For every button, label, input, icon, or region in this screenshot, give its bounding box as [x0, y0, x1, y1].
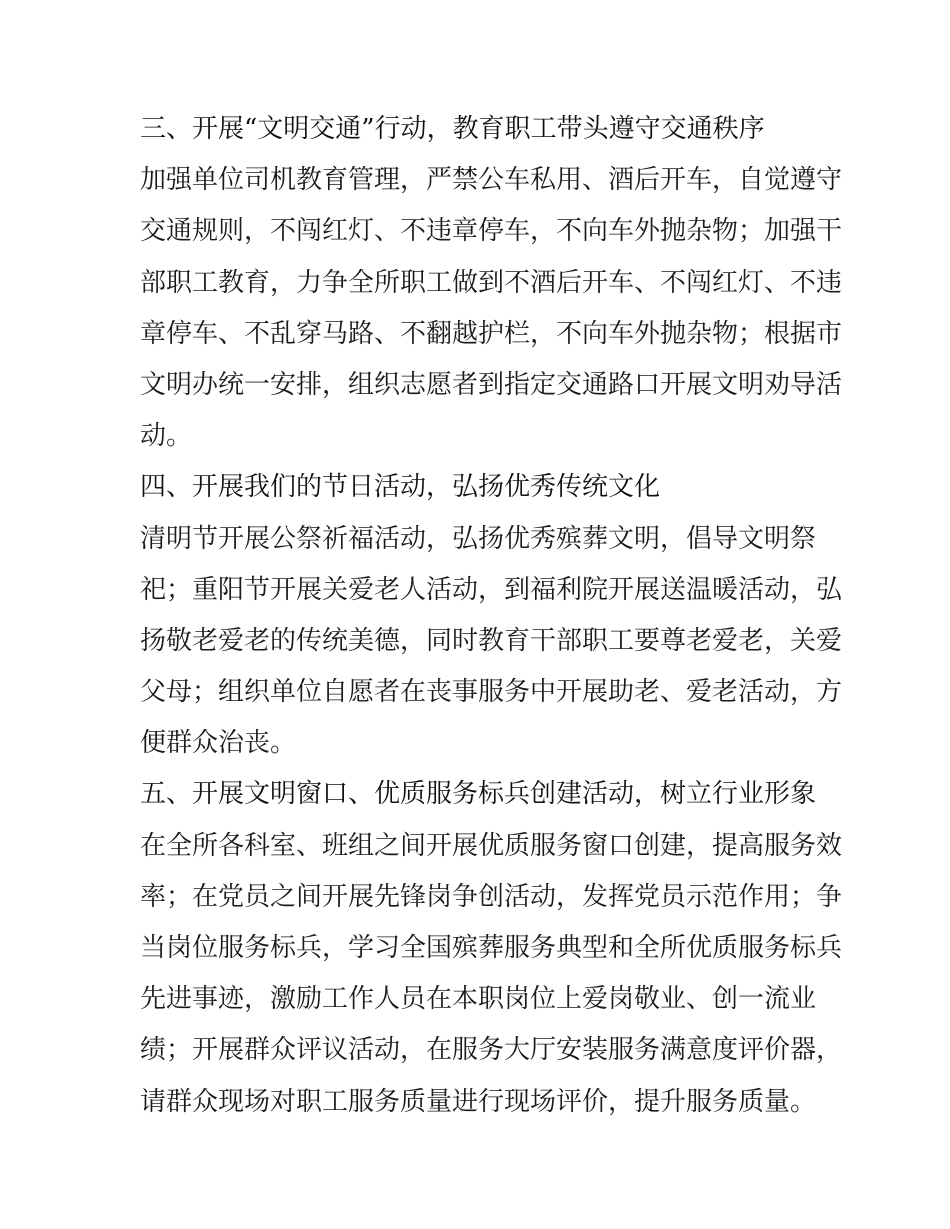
section-paragraph	[140, 514, 843, 770]
paragraph-line: 在全所各科室、班组之间开展优质服务窗口创建，提高服务效	[140, 830, 843, 861]
section-heading	[140, 104, 812, 155]
paragraph-line: 请群众现场对职工服务质量进行现场评价，提升服务质量。	[140, 1086, 817, 1117]
section-heading	[140, 769, 817, 820]
paragraph-line: 当岗位服务标兵，学习全国殡葬服务典型和全所优质服务标兵	[140, 933, 843, 963]
section-service-window	[140, 769, 843, 1127]
paragraph-line: 便群众治丧。	[140, 728, 297, 759]
heading-text: 四、开展我们的节日活动，弘扬优秀传统文化	[140, 472, 661, 503]
heading-text: 三、开展“文明交通”行动，教育职工带头遵守交通秩序	[140, 114, 765, 144]
paragraph-line: 部职工教育，力争全所职工做到不酒后开车、不闯红灯、不违	[140, 267, 843, 298]
paragraph-line: 率；在党员之间开展先锋岗争创活动，发挥党员示范作用；争	[140, 881, 843, 912]
paragraph-line: 父母；组织单位自愿者在丧事服务中开展助老、爱老活动，方	[140, 677, 843, 708]
heading-text: 五、开展文明窗口、优质服务标兵创建活动，树立行业形象	[140, 779, 817, 810]
paragraph-line: 加强单位司机教育管理，严禁公车私用、酒后开车，自觉遵守	[140, 165, 843, 196]
paragraph-line: 绩；开展群众评议活动，在服务大厅安装服务满意度评价器，	[140, 1035, 843, 1066]
paragraph-line: 祀；重阳节开展关爱老人活动，到福利院开展送温暖活动，弘	[140, 574, 843, 605]
paragraph-line: 交通规则，不闯红灯、不违章停车，不向车外抛杂物；加强干	[140, 216, 843, 247]
paragraph-line: 动。	[140, 421, 193, 452]
section-heading	[140, 462, 812, 513]
section-festival-activities	[140, 462, 843, 769]
section-civilized-traffic	[140, 104, 843, 462]
section-paragraph	[140, 821, 843, 1128]
paragraph-line: 文明办统一安排，组织志愿者到指定交通路口开展文明劝导活	[140, 369, 843, 400]
paragraph-line: 章停车、不乱穿马路、不翻越护栏，不向车外抛杂物；根据市	[140, 318, 843, 349]
section-paragraph	[140, 155, 843, 462]
paragraph-line: 清明节开展公祭祈福活动，弘扬优秀殡葬文明，倡导文明祭	[140, 523, 817, 554]
document-body	[140, 104, 843, 1128]
paragraph-line: 扬敬老爱老的传统美德，同时教育干部职工要尊老爱老，关爱	[140, 625, 843, 656]
paragraph-line: 先进事迹，激励工作人员在本职岗位上爱岗敬业、创一流业	[140, 984, 817, 1015]
